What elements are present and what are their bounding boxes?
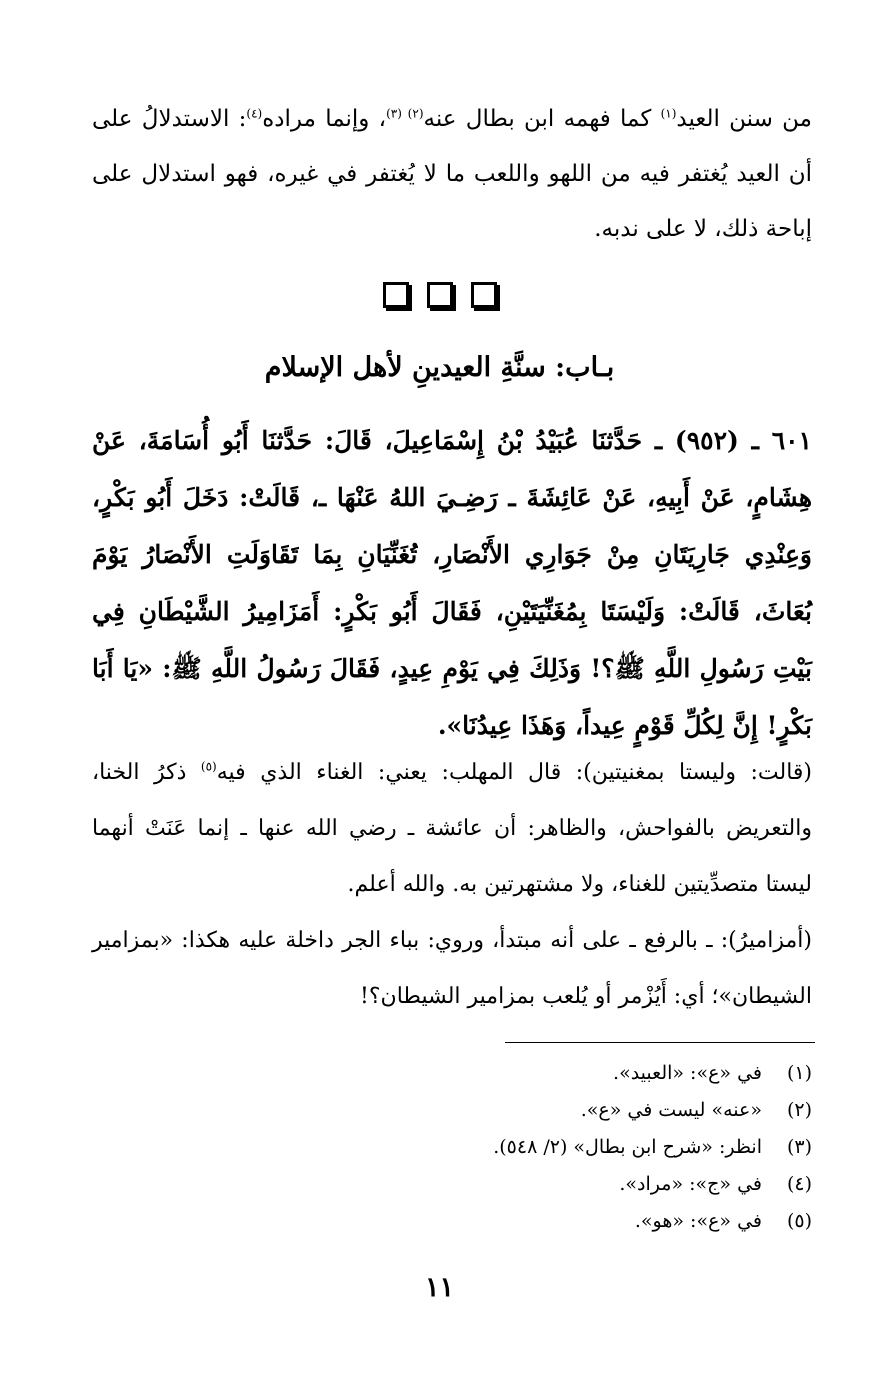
footnote-text: «عنه» ليست في «ع». — [580, 1099, 762, 1121]
hadith-text: ٦٠١ ـ (٩٥٢) ـ حَدَّثنَا عُبَيْدُ بْنُ إِسْمَاعِيلَ، قَالَ: حَدَّثنَا أَبُو أُسَامَةَ، عَنْ هِشَامٍ، عَنْ أَبِيهِ، عَنْ عَائِشَةَ ـ رَضِـيَ اللهُ عَنْهَا ـ، قَالَتْ: دَخَلَ أَبُو بَكْرٍ، وَعِنْدِي جَارِيَتَانِ مِنْ جَوَارِي الأَنْصَارِ، تُغَنِّيَانِ بِمَا تَقَاوَلَتِ الأَنْصَارُ يَوْمَ بُعَاثَ، قَالَتْ: وَلَيْسَتَا بِمُغَنِّيَتَيْنِ، فَقَالَ أَبُو بَكْرٍ: أَمَزَامِيرُ الشَّيْطَانِ فِي بَيْتِ رَسُولِ اللَّهِ ﷺ؟! وَذَلِكَ فِي يَوْمِ عِيدٍ، فَقَالَ رَسُولُ اللَّهِ ﷺ: «يَا أَبَا بَكْرٍ! إِنَّ لِكُلِّ قَوْمٍ عِيداً، وَهَذَا عِيدُنَا». — [92, 426, 812, 740]
commentary-paragraph-2: (أمزاميرُ): ـ بالرفع ـ على أنه مبتدأ، وروي: بباء الجر داخلة عليه هكذا: «بمزامير الشيطان»؛ أي: أَيُزْمر أو يُلعب بمزامير الشيطان؟! — [92, 928, 812, 1009]
page-number: ١١ — [424, 1272, 454, 1303]
footnote-text: في «ع»: «هو». — [634, 1210, 762, 1232]
footnote-number: (٣) — [786, 1136, 812, 1158]
chapter-title: بـاب: سنَّةِ العيدينِ لأهل الإسلام — [264, 352, 615, 383]
footnote-number: (٥) — [786, 1210, 812, 1232]
footnotes-list — [92, 1055, 812, 1240]
footnote-item — [92, 1166, 812, 1203]
footnote-number: (١) — [786, 1062, 812, 1084]
separator-square-icon — [471, 282, 497, 308]
intro-text — [92, 92, 812, 257]
intro-text-part-2: كما فهمه ابن بطال عنه — [423, 106, 661, 132]
intro-text-part-3: ، وإنما مراده — [262, 106, 387, 132]
footnote-number: (٢) — [786, 1099, 812, 1121]
footnote-ref-4: (٤) — [246, 106, 263, 121]
intro-paragraph — [92, 92, 812, 257]
commentary-section — [92, 745, 812, 1025]
separator-square-icon — [383, 282, 409, 308]
footnote-item — [92, 1092, 812, 1129]
footnote-text: انظر: «شرح ابن بطال» (٢/ ٥٤٨). — [493, 1136, 762, 1158]
separator-square-icon — [427, 282, 453, 308]
footnote-item — [92, 1203, 812, 1240]
footnote-item — [92, 1055, 812, 1092]
intro-text-part-4: : الاستدلالُ على أن العيد يُغتفر فيه من اللهو واللعب ما لا يُغتفر في غيره، فهو استدلال على إباحة ذلك، لا على ندبه. — [92, 106, 812, 242]
footnote-item — [92, 1129, 812, 1166]
hadith-paragraph — [92, 412, 812, 754]
footnote-ref-5: (٥) — [200, 759, 217, 774]
commentary-p1-part-2: ذكرُ الخنا، والتعريض بالفواحش، والظاهر: أن عائشة ـ رضي الله عنها ـ إنما عَنَتْ أنهما ليستا متصدِّيتين للغناء، ولا مشتهرتين به. والله أعلم. — [92, 760, 812, 897]
footnote-text: في «ع»: «العبيد». — [613, 1062, 762, 1084]
commentary-paragraph-1 — [92, 745, 812, 913]
intro-text-part-1: من سنن العيد — [676, 106, 812, 132]
section-separator — [0, 282, 879, 308]
footnote-text: في «ج»: «مراد». — [619, 1173, 762, 1195]
footnote-number: (٤) — [786, 1173, 812, 1195]
footnote-ref-2-3: (٢) (٣) — [386, 106, 424, 121]
commentary-p1-part-1: (قالت: وليستا بمغنيتين): قال المهلب: يعني: الغناء الذي فيه — [216, 760, 812, 785]
footnote-divider — [505, 1042, 815, 1043]
footnote-ref-1: (١) — [660, 106, 677, 121]
